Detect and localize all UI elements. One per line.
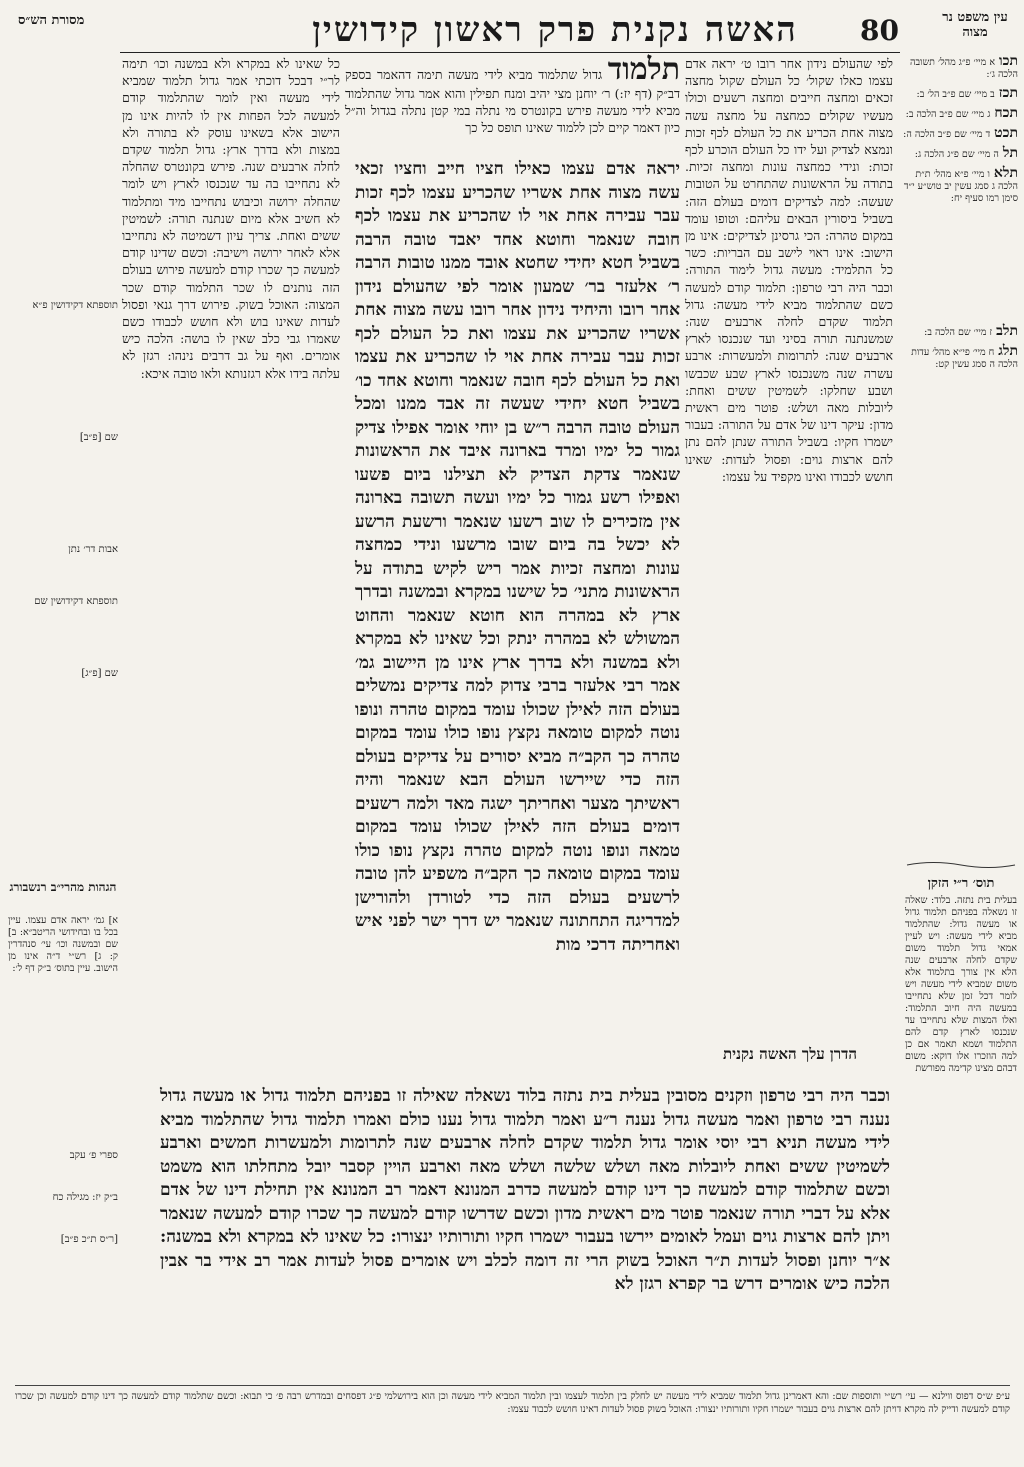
- ein-mishpat-text: א מיי׳ פ״ג מהל׳ תשובה הלכה ג׳:: [909, 57, 1018, 80]
- ein-mishpat-entry: [900, 325, 1018, 339]
- ein-mishpat-letters: תכו: [999, 53, 1018, 69]
- hagahot-text: א] גמ׳ יראה אדם עצמו. עיין בכל בו ובחידושי הריטב״א: ב] שם ובמשנה וכו׳ עי׳ סנהדרין ק: ג] רש״י ד״ה אינו מן הישוב. עיין בתוס׳ ב״ק דף ל׳:: [8, 915, 118, 974]
- ein-mishpat-letters: תכז: [998, 85, 1018, 101]
- cross-reference: ב״ק יז: מגילה כח: [52, 1192, 118, 1203]
- hadran-line: הדרן עלך האשה נקנית: [723, 1045, 857, 1063]
- gemara-main-text: יראה אדם עצמו כאילו חציו חייב וחציו זכאי עשה מצוה אחת אשריו שהכריע עצמו לכף זכות עבר עבירה אחת אוי לו שהכריע את עצמו לכף חובה שנאמר וחוטא אחד יאבד טובה הרבה בשביל חטא יחידי שחטא אובד ממנו טובות הרבה ר׳ אלעזר בר׳ שמעון אומר לפי שהעולם נידון אחר רובו והיחיד נידון אחר רובו עשה מצוה אחת אשריו שהכריע את עצמו ואת כל העולם לכף זכות עבר עבירה אחת אוי לו שהכריע את עצמו ואת כל העולם לכף חובה שנאמר וחוטא אחד כו׳ בשביל חטא יחידי שעשה זה אבד ממנו ומכל העולם טובה הרבה ר״ש בן יוחי אומר אפילו צדיק גמור כל ימיו ומרד בארונה איבד את הראשונות שנאמר צדקת הצדיק לא תצילנו ביום פשעו ואפילו רשע גמור כל ימיו ועשה תשובה בארונה אין מזכירים לו שוב רשעו שנאמר ורשעת הרשע לא יכשל בה ביום שובו מרשעו ונידי כמחצה עונות ומחצה זכיות אמר ריש לקיש בתודה על הראשונות מתני׳ כל שישנו במקרא ובמשנה ובדרך ארץ לא במהרה הוא חוטא שנאמר והחוט המשולש לא במהרה ינתק וכל שאינו לא במקרא ולא במשנה ולא בדרך ארץ אינו מן היישוב גמ׳ אמר רבי אלעזר ברבי צדוק למה צדיקים נמשלים בעולם הזה לאילן שכולו עומד במקום טהרה ונופו נוטה למקום טומאה נקצץ נופו כולו עומד במקום טהרה כך הקב״ה מביא יסורים על צדיקים בעולם הזה כדי שיירשו העולם הבא שנאמר והיה ראשיתך מצער ואחריתך ישגה מאד ולמה רשעים דומים בעולם הזה לאילן שכולו עומד במקום טמאה ונופו נוטה למקום טהרה נקצץ נופו כולו עומד במקום טומאה כך הקב״ה משפיע להן טובה לרשעים בעולם הזה כדי לטורדן ולהורישן למדריגה התחתונה שנאמר יש דרך ישר לפני איש ואחריתה דרכי מות: [355, 159, 680, 955]
- ein-mishpat-text: ד מיי׳ שם פ״ב הלכה ה:: [903, 129, 991, 140]
- reference-column-lower: [8, 1150, 118, 1276]
- ein-mishpat-letters: תל: [1002, 145, 1018, 161]
- cross-reference: שם [פ״ג]: [81, 668, 118, 679]
- tosafot-commentary: כל שאינו לא במקרא ולא במשנה וכו׳ תימה לר״י דבכל דוכתי אמר גדול תלמוד שמביא לידי מעשה ואין לומר שהתלמוד קודם למעשה לכל הפחות אין לו להיות אינו מן הישוב אלא בשאינו עוסק לא בתורה ולא במצות ולא בדרך ארץ: גדול תלמוד שקדם לחלה ארבעים שנה. פירש בקונטרס שהחלה לא נתחייבו בה עד שנכנסו לארץ ויש לומר שהחלה ירושה וכיבוש נתחייבו מיד ומתלמוד לא חשיב אלא מיום שנתנה תורה: לשמיטין ששים ואחת. צריך עיון דשמיטה לא נתחייבו אלא לאחר ירושה וישיבה: וכשם שדינו קודם למעשה כך שכרו קודם למעשה פירוש בעולם הזה נותנים לו שכר התלמוד קודם שכר המצוה: האוכל בשוק. פירוש דרך גנאי ופסול לעדות שאינו בוש ולא חושש לכבודו כשם שאמרו גבי כלב שאין לו בושה: הלכה כיש אומרים. ואף על גב דרבים נינהו: רגזן לא עלתה בידו אלא רגזנותא ולאו טובה איכא:: [122, 56, 340, 381]
- gemara-intro: [345, 52, 680, 137]
- tosafot-rid-heading: תוס׳ ר״י הזקן: [927, 876, 995, 891]
- gemara-lower-text: וכבר היה רבי טרפון וזקנים מסובין בעלית בית נתזה בלוד נשאלה שאילה זו בפניהם תלמוד גדול או מעשה גדול נענה רבי טרפון ואמר מעשה גדול נענה ר״ע ואמר תלמוד גדול נענו כולם ואמרו תלמוד גדול שהתלמוד מביא לידי מעשה תניא רבי יוסי אומר גדול תלמוד שקדם לחלה ארבעים שנה לתרומות ולמעשרות חמשים וארבע לשמיטין ששים ואחת ליובלות מאה ושלש שלשה ושלש מאה וארבע הויין קסבר יובל מתחלתו הוא משמט וכשם שתלמוד קודם למעשה כך דינו קודם למעשה כדרב המנונא דאמר רב המנונא אין תחילת דינו של אדם אלא על דברי תורה שנאמר פוטר מים ראשית מדון וכשם שדרשו קודם למעשה כך שכרו קודם למעשה שנאמר ויתן להם ארצות גוים ועמל לאומים יירשו בעבור ישמרו חקיו ותורותיו ינצורו: כל שאינו לא במקרא ולא במשנה: א״ר יוחנן ופסול לעדות ת״ר האוכל בשוק הרי זה דומה לכלב ויש אומרים פסול לעדות אמר רב אידי בר אבין הלכה כיש אומרים דרש בר קפרא רגזן לא: [160, 1086, 891, 1294]
- cross-reference: אבות דר׳ נתן: [68, 544, 118, 555]
- ein-mishpat-entry: [900, 345, 1018, 371]
- ein-mishpat-entry: [900, 127, 1018, 141]
- reference-column: [8, 300, 118, 710]
- cross-reference: [ר״ס ת״כ פ״ב]: [60, 1234, 118, 1245]
- masoret-hashas-label: מסורת הש״ס: [18, 13, 85, 28]
- ein-mishpat-entry: [900, 55, 1018, 81]
- ein-mishpat-entry: [900, 147, 1018, 161]
- cross-reference: תוספתא דקידושין שם: [34, 596, 118, 607]
- ein-mishpat-letters: תכח: [994, 105, 1018, 121]
- hagahot-heading: הגהות מהרי״ב רנשבורג: [9, 880, 117, 894]
- ein-mishpat-column: [900, 55, 1018, 377]
- footer-notes: ע״פ ש״ס דפוס ווילנא — עי׳ רש״י ותוספות שם: והא דאמרינן גדול תלמוד שמביא לידי מעשה יש לחלק בין תלמוד לעצמו ובין תלמוד המביא לידי מעשה וכן הוא בירושלמי פ״ג דפסחים ובמדרש רבה פ׳ כי תבוא: וכשם שתלמוד קודם למעשה כך דינו קודם למעשה וכן שכרו קודם למעשה ודייק לה מקרא דויתן להם ארצות גוים בעבור ישמרו חקיו ותורותיו ינצורו: האוכל בשוק פסול לעדות דאינו חושש לכבוד עצמו:: [15, 1385, 1010, 1416]
- cross-reference: ספרי פ׳ עקב: [69, 1150, 118, 1161]
- header-divider: [120, 52, 900, 53]
- tosafot-rid-text: בעלית בית נתזה. בלוד: שאלה זו נשאלה בפניהם תלמוד גדול או מעשה גדול: שהתלמוד מביא לידי מעשה: ויש לעיין אמאי גדול תלמוד משום שקדם לחלה ארבעים שנה הלא אין צורך בתלמוד אלא משום שמביא לידי מעשה ויש לומר דכל זמן שלא נתחייבו במעשה היה חיוב התלמוד: ואלו המצות שלא נתחייבו עד שנכנסו לארץ קדם להם התלמוד ושמא תאמר אם כן למה הוזכרו אלו דוקא: משום דבהם מצינו קדימה מפורשת: [905, 895, 1017, 1074]
- ein-mishpat-letters: תלא: [993, 165, 1018, 181]
- ein-mishpat-entry: [900, 87, 1018, 101]
- cross-reference: תוספתא דקידושין פ״א: [32, 300, 118, 311]
- gemara-intro-text: גדול שתלמוד מביא לידי מעשה תימה דהאמר בספק דב״ק (דף יז:) ר׳ יוחנן מצי יהיב ומנח תפילין והוא אמר גדול שהתלמוד מביא לידי מעשה פירש בקונטרס מי נתלה במי קטן נתלה בגדול וה״ל כיון דאמר קיים לכן ללמוד שאינו תופס כל כך: [345, 67, 680, 136]
- ein-mishpat-text: ח מיי׳ פי״א מהל׳ עדות הלכה ה סמג עשין קט:: [911, 347, 1018, 370]
- ein-mishpat-text: ה מיי׳ שם פ״ג הלכה ג:: [914, 149, 999, 160]
- page-title: האשה נקנית פרק ראשון קידושין: [312, 10, 798, 50]
- ornament-flourish-icon: [905, 860, 1017, 870]
- ein-mishpat-text: ג מיי׳ שם פ״ב הלכה ב:: [905, 109, 991, 120]
- ein-mishpat-text: ז מיי׳ שם הלכה ב:: [924, 327, 993, 338]
- ein-mishpat-letters: תלב: [996, 323, 1018, 339]
- ein-mishpat-label: עין משפט נר מצוה: [942, 10, 1008, 40]
- page-number: 80: [860, 14, 899, 47]
- ein-mishpat-entry: [900, 107, 1018, 121]
- ein-mishpat-letters: תלג: [998, 343, 1018, 359]
- ein-mishpat-entry: [900, 167, 1018, 205]
- cross-reference: שם [פ״ב]: [79, 432, 118, 443]
- ein-mishpat-letters: תכט: [994, 125, 1018, 141]
- talmud-opening-word: תלמוד: [607, 52, 680, 87]
- ein-mishpat-text: ב מיי׳ שם פ״ב הל׳ ב:: [916, 89, 995, 100]
- rashi-commentary: לפי שהעולם נידון אחר רובו ט׳ יראה אדם עצמו כאלו שקול׳ כל העולם שקול מחצה זכאים ומחצה חייבים ומחצה רשעים וכולו מעשיו שקולים כמחצה על מחצה עשה מצוה אחת הכריע את כל העולם לכף זכות ונמצא לצדיק ועל ידו כל העולם הוכרע לכף זכות: ונידי כמחצה עונות ומחצה זכיות. בתודה על הראשונות שהתחרט על הטובות שעשה: למה לצדיקים דומים בעולם הזה: בשביל ביסורין הבאים עליהם: וטופו עומד במקום טהרה: הכי גרסינן לצדיקים: אינו מן הישוב: אינו ראוי לישב עם הבריות: כשר כל התלמיד: מעשה גדול לימוד התורה: וכבר היה רבי טרפון: תלמוד קודם למעשה כשם שהתלמוד מביא לידי מעשה: גדול תלמוד שקדם לחלה ארבעים שנה: שמשנתנה תורה בסיני ועד שנכנסו לארץ ארבעים שנה: לתרומות ולמעשרות: ארבע עשרה שנה משנכנסו לארץ שבע שכבשו ושבע שחלקו: לשמיטין ששים ואחת: ליובלות מאה ושלש: פוטר מים ראשית מדון: עיקר דינו של אדם על התורה: בעבור ישמרו חקיו: בשביל התורה שנתן להם נתן להם ארצות גוים: ופסול לעדות: שאינו חושש לכבודו ואינו מקפיד על עצמו:: [685, 56, 893, 484]
- ein-mishpat-text: ו מיי׳ פ״א מהל׳ ת״ת הלכה ג סמג עשין יב טוש״ע י״ד סימן רמו סעיף יח:: [903, 169, 1018, 204]
